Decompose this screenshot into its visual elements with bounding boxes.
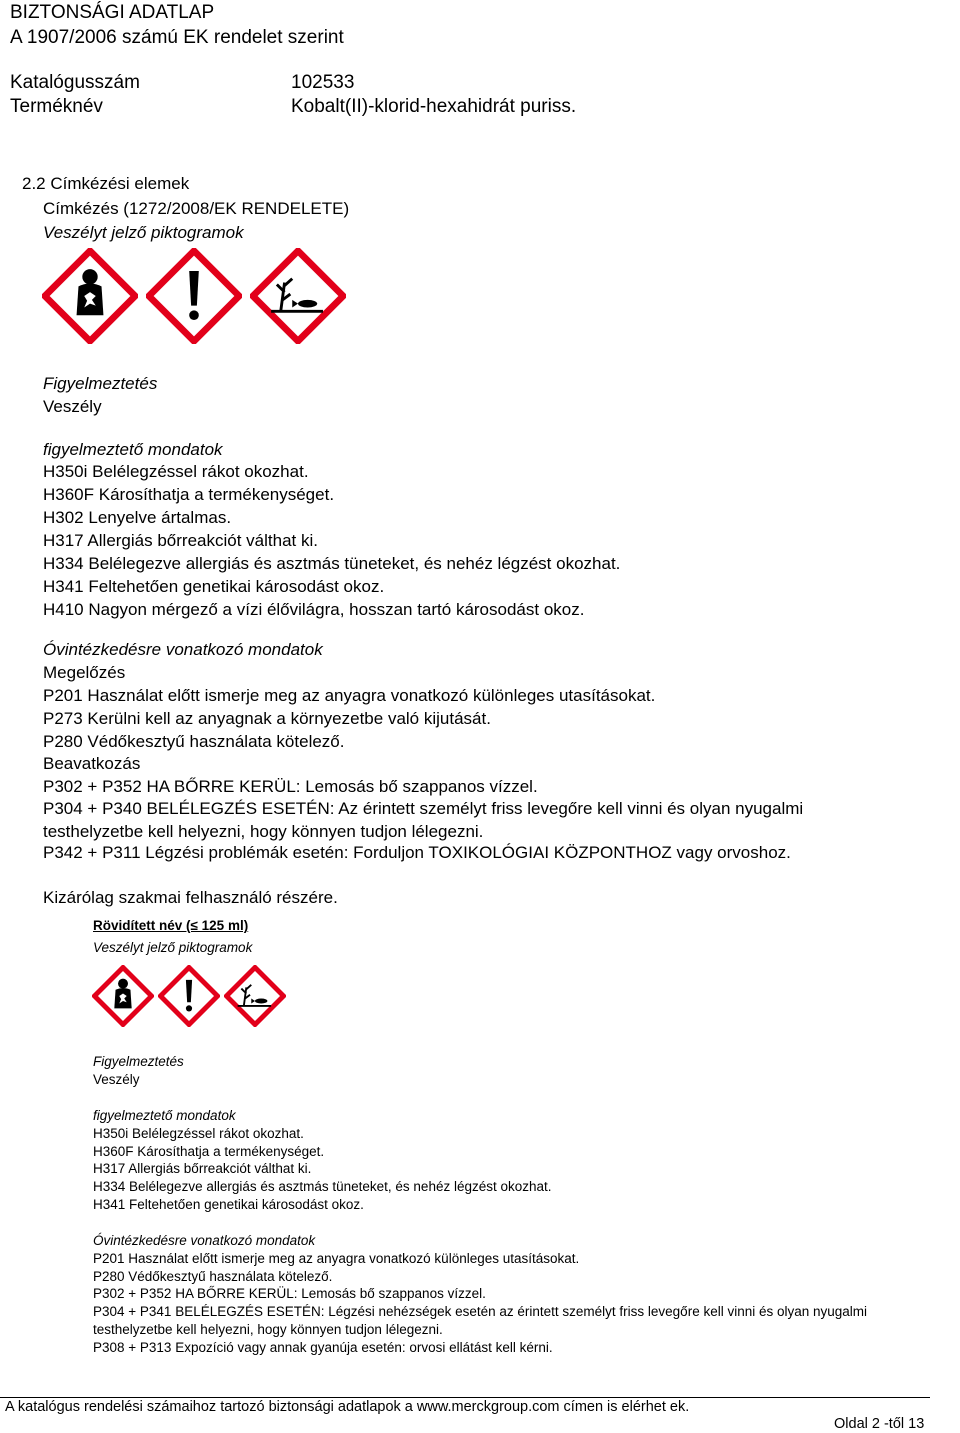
short-precaution-statement: P280 Védőkesztyű használata kötelező. [93, 1269, 333, 1284]
short-hazard-statement: H341 Feltehetően genetikai károsodást okoz. [93, 1197, 364, 1212]
precaution-statement: P302 + P352 HA BŐRRE KERÜL: Lemosás bő szappanos vízzel. [43, 777, 538, 796]
hazard-statement: H410 Nagyon mérgező a vízi élővilágra, hosszan tartó károsodást okoz. [43, 600, 585, 619]
short-precaution-label: Óvintézkedésre vonatkozó mondatok [93, 1233, 316, 1248]
page-number: Oldal 2 -től 13 [834, 1416, 925, 1432]
short-hazard-label: figyelmeztető mondatok [93, 1108, 236, 1123]
pictogram-row [42, 248, 346, 344]
hazard-statements-label: figyelmeztető mondatok [43, 440, 223, 459]
short-precaution-statement: P304 + P341 BELÉLEGZÉS ESETÉN: Légzési nehézségek esetén az érintett személyt friss levegőre kell vinni és olyan nyugalmi testhelyzetbe kell helyezni, hogy könnyen tudjon lélegezni. [93, 1304, 868, 1337]
exclamation-mark-icon [146, 248, 242, 344]
short-signal-word-label: Figyelmeztetés [93, 1054, 184, 1069]
footer-divider [0, 1397, 930, 1398]
short-hazard-statement: H317 Allergiás bőrreakciót válthat ki. [93, 1161, 312, 1176]
footer-note: A katalógus rendelési számaihoz tartozó biztonsági adatlapok a www.merckgroup.com címen is elérhet ek. [5, 1399, 690, 1415]
regulation-line: A 1907/2006 számú EK rendelet szerint [10, 27, 344, 48]
health-hazard-icon [92, 965, 154, 1027]
professional-use-note: Kizárólag szakmai felhasználó részére. [43, 888, 338, 907]
labelling-heading: Címkézés (1272/2008/EK RENDELETE) [43, 199, 350, 218]
hazard-statement: H317 Allergiás bőrreakciót válthat ki. [43, 531, 318, 550]
hazard-statement: H360F Károsíthatja a termékenységet. [43, 485, 335, 504]
catalog-label: Katalógusszám [10, 72, 140, 93]
short-label-title: Rövidített név (≤ 125 ml) [93, 918, 249, 933]
short-pictogram-row [92, 965, 286, 1027]
precaution-statement: P201 Használat előtt ismerje meg az anyagra vonatkozó különleges utasításokat. [43, 686, 656, 705]
hazard-statement: H302 Lenyelve ártalmas. [43, 508, 232, 527]
product-name: Kobalt(II)-klorid-hexahidrát puriss. [291, 96, 577, 117]
signal-word: Veszély [43, 397, 102, 416]
short-hazard-statement: H334 Belélegezve allergiás és asztmás tüneteket, és nehéz légzést okozhat. [93, 1179, 552, 1194]
hazard-statement: H350i Belélegzéssel rákot okozhat. [43, 462, 309, 481]
precaution-statement: P273 Kerülni kell az anyagnak a környezetbe való kijutását. [43, 709, 491, 728]
precaution-statement: P304 + P340 BELÉLEGZÉS ESETÉN: Az érintett személyt friss levegőre kell vinni és olyan nyugalmi testhelyzetbe kell helyezni, hogy könnyen tudjon lélegezni. [43, 799, 804, 841]
short-hazard-statement: H360F Károsíthatja a termékenységet. [93, 1144, 325, 1159]
short-precaution-statement: P201 Használat előtt ismerje meg az anyagra vonatkozó különleges utasításokat. [93, 1251, 580, 1266]
catalog-number: 102533 [291, 72, 355, 93]
short-hazard-statement: H350i Belélegzéssel rákot okozhat. [93, 1126, 304, 1141]
precaution-statement: P280 Védőkesztyű használata kötelező. [43, 732, 345, 751]
document-title: BIZTONSÁGI ADATLAP [10, 2, 215, 23]
short-signal-word: Veszély [93, 1072, 140, 1087]
environment-icon [224, 965, 286, 1027]
response-label: Beavatkozás [43, 754, 141, 773]
health-hazard-icon [42, 248, 138, 344]
hazard-statement: H334 Belélegezve allergiás és asztmás tüneteket, és nehéz légzést okozhat. [43, 554, 621, 573]
short-pictograms-label: Veszélyt jelző piktogramok [93, 940, 253, 955]
precaution-label: Óvintézkedésre vonatkozó mondatok [43, 640, 323, 659]
pictograms-label: Veszélyt jelző piktogramok [43, 223, 244, 242]
section-heading: 2.2 Címkézési elemek [22, 174, 190, 193]
short-precaution-statement: P302 + P352 HA BŐRRE KERÜL: Lemosás bő szappanos vízzel. [93, 1286, 486, 1301]
environment-icon [250, 248, 346, 344]
signal-word-label: Figyelmeztetés [43, 374, 158, 393]
precaution-statement: P342 + P311 Légzési problémák esetén: Forduljon TOXIKOLÓGIAI KÖZPONTHOZ vagy orvoshoz. [43, 843, 791, 862]
exclamation-mark-icon [158, 965, 220, 1027]
prevention-label: Megelőzés [43, 663, 126, 682]
hazard-statement: H341 Feltehetően genetikai károsodást okoz. [43, 577, 385, 596]
product-label: Terméknév [10, 96, 103, 117]
short-precaution-statement: P308 + P313 Expozíció vagy annak gyanúja esetén: orvosi ellátást kell kérni. [93, 1340, 553, 1355]
